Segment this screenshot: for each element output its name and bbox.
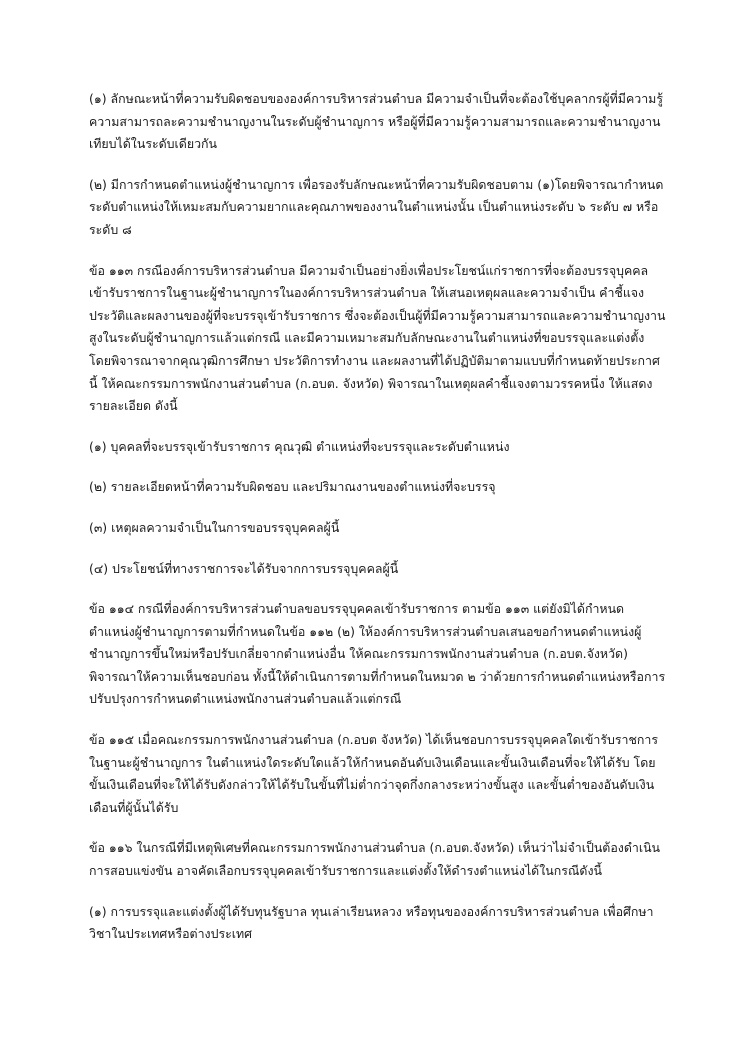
paragraph-113-item-3: (๓) เหตุผลความจำเป็นในการขอบรรจุบุคคลผู้นี้ bbox=[89, 519, 340, 535]
paragraph-clause-116: ข้อ ๑๑๖ ในกรณีที่มีเหตุพิเศษที่คณะกรรมการพนักงานส่วนตำบล (ก.อบต.จังหวัด) เห็นว่าไม่จำเป็นต้องดำเนินการสอบแข่งขัน อาจคัดเลือกบรรจุบุคคลเข้ารับราชการและแต่งตั้งให้ดำรงตำแหน่งได้ในกรณีดังนี้ bbox=[89, 840, 661, 879]
paragraph-113-item-1: (๑) บุคคลที่จะบรรจุเข้ารับราชการ คุณวุฒิ ตำแหน่งที่จะบรรจุและระดับตำแหน่ง bbox=[89, 438, 510, 454]
paragraph-1-qualification-need: (๑) ลักษณะหน้าที่ความรับผิดชอบขององค์การบริหารส่วนตำบล มีความจำเป็นที่จะต้องใช้บุคลากรผู้ที่มีความรู้ ความสามารถละความชำนาญงานในระดับผู้ชำนาญการ หรือผู้ที่มีความรู้ความสามารถและความชำนาญงานเทียบได้ในระดับเดียวกัน bbox=[89, 91, 664, 152]
paragraph-clause-114: ข้อ ๑๑๔ กรณีที่องค์การบริหารส่วนตำบลขอบรรจุบุคคลเข้ารับราชการ ตามข้อ ๑๑๓ แต่ยังมิได้กำหนดตำแหน่งผู้ชำนาญการตามที่กำหนดในข้อ ๑๑๒ (๒) ให้องค์การบริหารส่วนตำบลเสนอขอกำหนดตำแหน่งผู้ชำนาญการขึ้นใหม่หรือปรับเกลี่ยจากตำแหน่งอื่น ให้คณะกรรมการพนักงานส่วนตำบล (ก.อบต.จังหวัด) พิจารณาให้ความเห็นชอบก่อน ทั้งนี้ให้ดำเนินการตามที่กำหนดในหมวด ๒ ว่าด้วยการกำหนดตำแหน่งหรือการปรับปรุงการกำหนดตำแหน่งพนักงานส่วนตำบลแล้วแต่กรณี bbox=[89, 601, 666, 707]
paragraph-clause-115: ข้อ ๑๑๕ เมื่อคณะกรรมการพนักงานส่วนตำบล (ก.อบต จังหวัด) ได้เห็นชอบการบรรจุบุคคลใดเข้ารับราชการในฐานะผู้ชำนาญการ ในตำแหน่งใดระดับใดแล้วให้กำหนดอันดับเงินเดือนและขั้นเงินเดือนที่จะให้ได้รับ โดยขั้นเงินเดือนที่จะให้ได้รับดังกล่าวให้ได้รับในขั้นที่ไม่ต่ำกว่าจุดกึ่งกลางระหว่างขั้นสูง และขั้นต่ำของอันดับเงินเดือนที่ผู้นั้นได้รับ bbox=[89, 732, 658, 815]
paragraph-113-item-2: (๒) รายละเอียดหน้าที่ความรับผิดชอบ และปริมาณงานของตำแหน่งที่จะบรรจุ bbox=[89, 479, 496, 495]
paragraph-2-position-level: (๒) มีการกำหนดตำแหน่งผู้ชำนาญการ เพื่อรองรับลักษณะหน้าที่ความรับผิดชอบตาม (๑)โดยพิจารณากำหนดระดับตำแหน่งให้เหมะสมกับความยากและคุณภาพของงานในตำแหน่งนั้น เป็นตำแหน่งระดับ ๖ ระดับ ๗ หรือระดับ ๘ bbox=[89, 176, 664, 237]
paragraph-113-item-4: (๔) ประโยชน์ที่ทางราชการจะได้รับจากการบรรจุบุคคลผู้นี้ bbox=[89, 560, 399, 576]
paragraph-clause-113: ข้อ ๑๑๓ กรณีองค์การบริหารส่วนตำบล มีความจำเป็นอย่างยิ่งเพื่อประโยชน์แก่ราชการที่จะต้องบรรจุบุคคลเข้ารับราชการในฐานะผู้ชำนาญการในองค์การบริหารส่วนตำบล ให้เสนอเหตุผลและความจำเป็น คำชี้แจงประวัติและผลงานของผู้ที่จะบรรจุเข้ารับราชการ ซึ่งจะต้องเป็นผู้ที่มีความรู้ความสามารถและความชำนาญงานสูงในระดับผู้ชำนาญการแล้วแต่กรณี และมีความเหมาะสมกับลักษณะงานในตำแหน่งที่ขอบรรจุและแต่งตั้ง โดยพิจารณาจากคุณวุฒิการศึกษา ประวัติการทำงาน และผลงานที่ได้ปฏิบัติมาตามแบบที่กำหนดท้ายประกาศนี้ ให้คณะกรรมการพนักงานส่วนตำบล (ก.อบต. จังหวัด) พิจารณาในเหตุผลคำชี้แจงตามวรรคหนึ่ง ให้แสดงรายละเอียด ดังนี้ bbox=[89, 262, 666, 414]
paragraph-116-item-1: (๑) การบรรจุและแต่งตั้งผู้ได้รับทุนรัฐบาล ทุนเล่าเรียนหลวง หรือทุนขององค์การบริหารส่วนตำบล เพื่อศึกษาวิชาในประเทศหรือต่างประเทศ bbox=[89, 903, 654, 942]
